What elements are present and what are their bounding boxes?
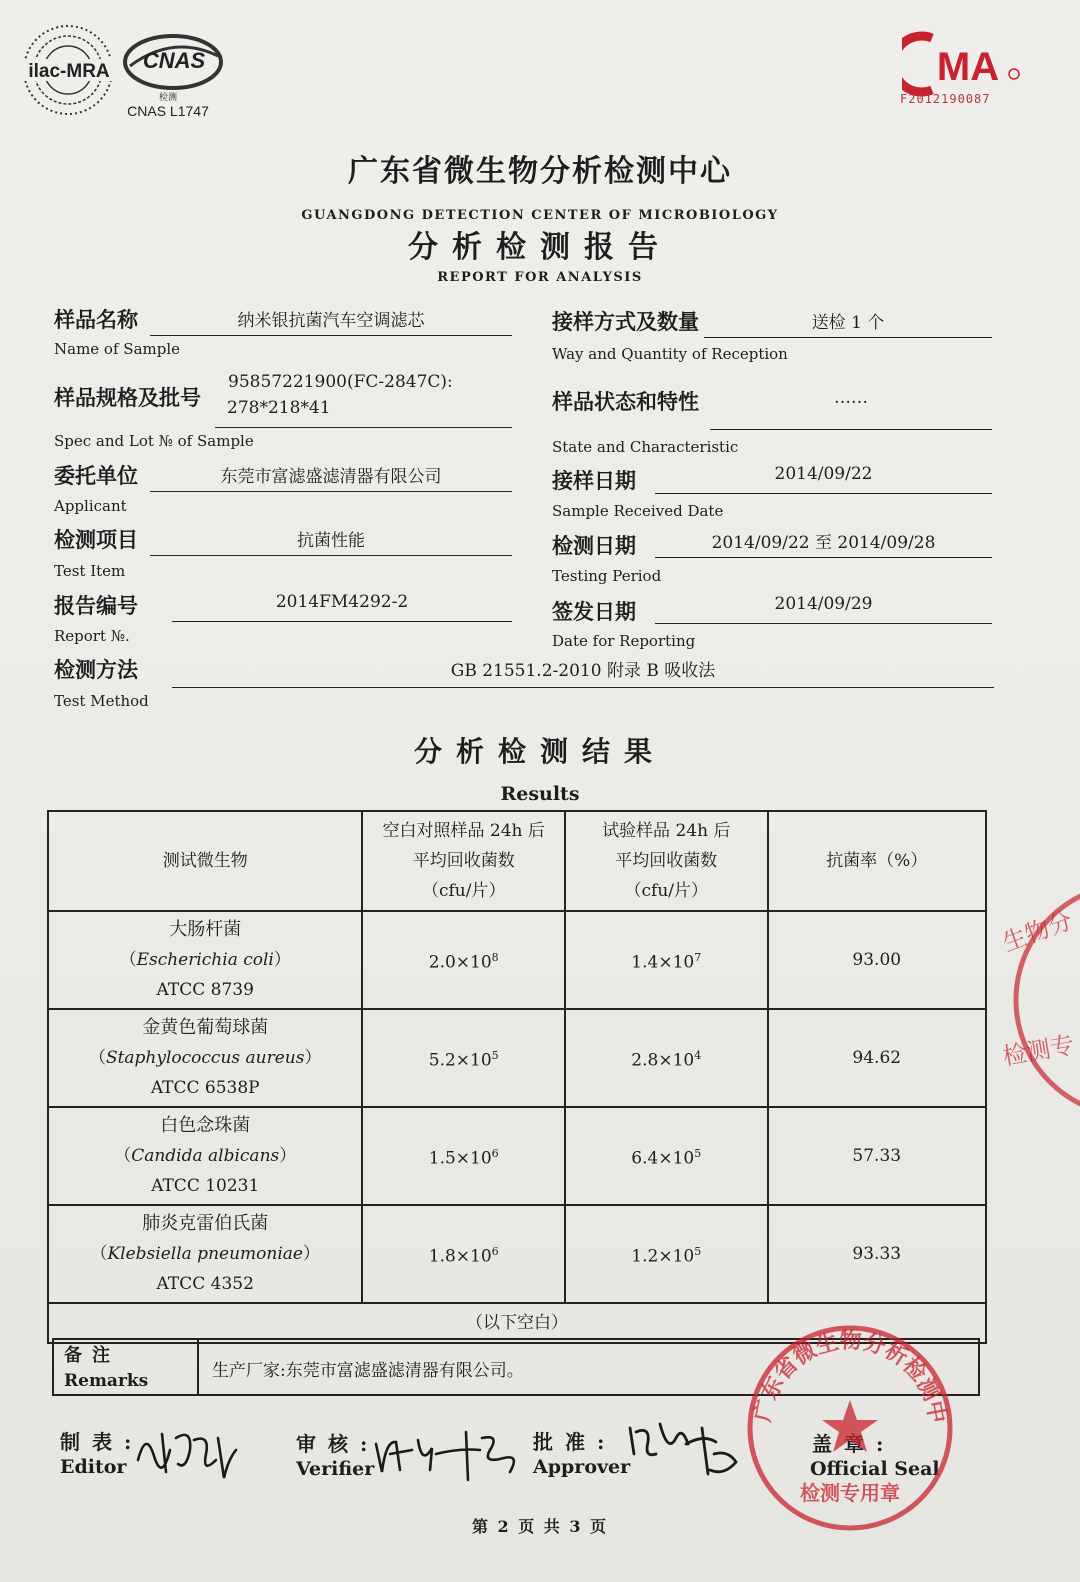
verifier-label-en: Verifier (296, 1458, 375, 1480)
organism-cell: 金黄色葡萄球菌 （Staphylococcus aureus） ATCC 6538P (48, 1009, 362, 1107)
control-count: $5.2\times 10^5$ (362, 1009, 565, 1107)
approver-signature (624, 1414, 744, 1488)
ilac-mra-logo (18, 22, 122, 118)
svg-text:检测专: 检测专 (1000, 1030, 1077, 1071)
approver-label: 批准: (533, 1430, 617, 1454)
editor-label-en: Editor (60, 1456, 127, 1478)
seal-label: 盖章: (812, 1432, 896, 1456)
organism-cell: 白色念珠菌 （Candida albicans） ATCC 10231 (48, 1107, 362, 1205)
report-date-label-en: Date for Reporting (552, 632, 696, 650)
remarks-value: 生产厂家:东莞市富滤盛滤清器有限公司。 (212, 1361, 524, 1381)
header-organism: 测试微生物 (48, 811, 362, 911)
applicant-label: 委托单位 (54, 463, 138, 488)
svg-text:检测: 检测 (158, 93, 178, 103)
testing-period-label: 检测日期 (552, 533, 636, 558)
rate-value: 94.62 (768, 1009, 986, 1107)
seal-label-en: Official Seal (810, 1458, 940, 1480)
svg-text:生物分: 生物分 (998, 906, 1077, 958)
spec-value-line1: 95857221900(FC-2847C): (228, 372, 453, 392)
table-row (48, 1009, 986, 1107)
cnas-logo (118, 26, 228, 126)
table-row (48, 911, 986, 1009)
testing-period-label-en: Testing Period (552, 567, 662, 585)
partial-seal-stamp (992, 880, 1080, 1124)
test-method-label-en: Test Method (54, 692, 149, 710)
official-seal-stamp (740, 1318, 960, 1542)
reception-label-en: Way and Quantity of Reception (552, 345, 788, 363)
report-title-cn: 分析检测报告 (408, 230, 672, 265)
report-no-value: 2014FM4292-2 (172, 592, 512, 622)
rate-value: 57.33 (768, 1107, 986, 1205)
rate-value: 93.33 (768, 1205, 986, 1303)
results-title-en: Results (500, 783, 580, 805)
reception-value: 送检 1 个 (704, 308, 992, 338)
header-rate: 抗菌率（%） (768, 811, 986, 911)
center-title-cn: 广东省微生物分析检测中心 (348, 154, 732, 189)
sample-name-label-en: Name of Sample (54, 340, 181, 358)
blank-note: （以下空白） (48, 1303, 986, 1343)
sample-count: $2.8\times 10^4$ (565, 1009, 768, 1107)
remarks-label: 备注 Remarks (54, 1340, 199, 1394)
control-count: $1.5\times 10^6$ (362, 1107, 565, 1205)
verifier-signature (370, 1420, 530, 1488)
verifier-label: 审核: (296, 1432, 380, 1456)
header-sample: 试验样品 24h 后 平均回收菌数 （cfu/片） (565, 811, 768, 911)
report-no-label: 报告编号 (54, 593, 138, 618)
sample-count: $6.4\times 10^5$ (565, 1107, 768, 1205)
sample-name-label: 样品名称 (54, 307, 138, 332)
received-date-label-en: Sample Received Date (552, 502, 724, 520)
svg-text:MA: MA (936, 45, 1000, 89)
received-date-label: 接样日期 (552, 468, 636, 493)
test-item-value: 抗菌性能 (150, 526, 512, 556)
table-row (48, 1107, 986, 1205)
report-date-value: 2014/09/29 (655, 594, 992, 624)
table-header-row (48, 811, 986, 911)
report-date-label: 签发日期 (552, 599, 636, 624)
organism-cell: 肺炎克雷伯氏菌 （Klebsiella pneumoniae） ATCC 4352 (48, 1205, 362, 1303)
applicant-label-en: Applicant (54, 497, 127, 515)
sample-name-value: 纳米银抗菌汽车空调滤芯 (150, 306, 512, 336)
control-count: $1.8\times 10^6$ (362, 1205, 565, 1303)
center-title-en: GUANGDONG DETECTION CENTER OF MICROBIOLOGY (301, 208, 779, 223)
test-item-label: 检测项目 (54, 527, 138, 552)
spec-label-en: Spec and Lot № of Sample (54, 432, 254, 450)
organism-cell: 大肠杆菌 （Escherichia coli） ATCC 8739 (48, 911, 362, 1009)
test-method-value: GB 21551.2-2010 附录 B 吸收法 (172, 656, 994, 688)
approver-label-en: Approver (533, 1456, 631, 1478)
report-title-en: REPORT FOR ANALYSIS (437, 270, 643, 285)
sample-count: $1.4\times 10^7$ (565, 911, 768, 1009)
svg-text:CNAS: CNAS (142, 48, 206, 73)
state-label: 样品状态和特性 (552, 389, 699, 414)
spec-label: 样品规格及批号 (54, 385, 201, 410)
table-row (48, 1205, 986, 1303)
control-count: $2.0\times 10^8$ (362, 911, 565, 1009)
page-number: 第 2 页 共 3 页 (471, 1517, 609, 1536)
editor-signature (132, 1420, 242, 1488)
state-label-en: State and Characteristic (552, 438, 739, 456)
svg-text:检测专用章: 检测专用章 (800, 1481, 900, 1505)
editor-label: 制表: (60, 1430, 144, 1454)
reception-label: 接样方式及数量 (552, 309, 699, 334)
results-table (47, 810, 987, 1344)
applicant-value: 东莞市富滤盛滤清器有限公司 (150, 462, 512, 492)
header-control: 空白对照样品 24h 后 平均回收菌数 （cfu/片） (362, 811, 565, 911)
state-value: …… (710, 388, 992, 430)
testing-period-value: 2014/09/22 至 2014/09/28 (655, 528, 992, 558)
received-date-value: 2014/09/22 (655, 464, 992, 494)
test-item-label-en: Test Item (54, 562, 126, 580)
report-no-label-en: Report №. (54, 627, 130, 645)
svg-text:CNAS L1747: CNAS L1747 (127, 103, 209, 119)
svg-text:广东省微生物分析检测中心: 广东省微生物分析检测中 (750, 1328, 950, 1426)
spec-value-line2: 278*218*41 (215, 398, 512, 428)
cma-number: F2012190087 (900, 92, 991, 106)
results-title-cn: 分析检测结果 (413, 735, 666, 768)
svg-text:ilac-MRA: ilac-MRA (28, 61, 110, 82)
sample-count: $1.2\times 10^5$ (565, 1205, 768, 1303)
rate-value: 93.00 (768, 911, 986, 1009)
test-method-label: 检测方法 (54, 657, 138, 682)
